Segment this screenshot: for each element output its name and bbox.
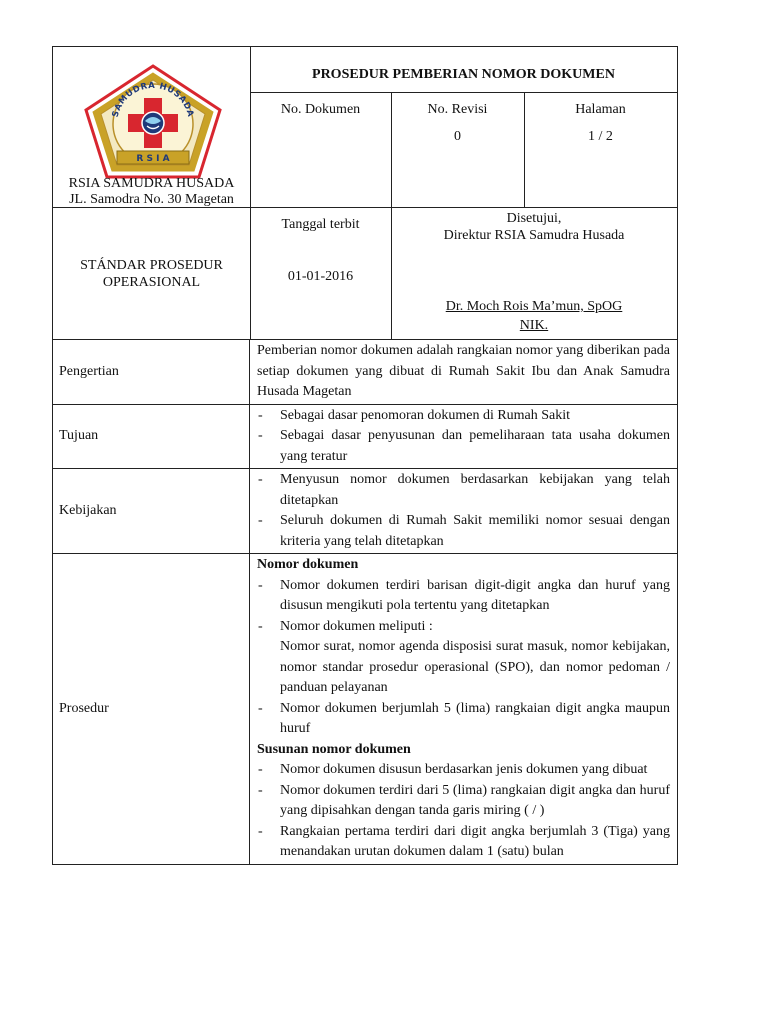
- tujuan-label: Tujuan: [53, 404, 250, 469]
- institution-address: JL. Samodra No. 30 Magetan: [69, 192, 234, 207]
- signer-nik: NIK.: [519, 318, 549, 333]
- document-title: PROSEDUR PEMBERIAN NOMOR DOKUMEN: [312, 67, 615, 82]
- halaman-value: 1 / 2: [588, 129, 613, 144]
- header-divider: [250, 47, 251, 339]
- prosedur-label: Prosedur: [53, 554, 250, 865]
- tanggal-terbit-label: Tanggal terbit: [281, 217, 360, 232]
- kebijakan-content: [250, 469, 678, 554]
- prosedur-heading: Susunan nomor dokumen: [257, 741, 411, 757]
- logo-arc-text: SAMUDRA HUSADA: [110, 80, 196, 119]
- spo-title-line1: STÁNDAR PROSEDUR: [80, 258, 223, 273]
- prosedur-item: - Nomor dokumen meliputi :: [257, 617, 670, 638]
- row-kebijakan: [53, 469, 678, 554]
- row-prosedur: [53, 554, 678, 865]
- tujuan-item: - Sebagai dasar penyusunan dan pemeliharaan tata usaha dokumen yang teratur: [257, 426, 670, 467]
- prosedur-item-detail: Nomor surat, nomor agenda disposisi surat masuk, nomor kebijakan, nomor standar prosedur operasional (SPO), dan nomor pedoman / panduan pelayanan: [280, 639, 670, 695]
- prosedur-item: - Rangkaian pertama terdiri dari digit angka berjumlah 3 (Tiga) yang menandakan urutan dokumen dalam 1 (satu) bulan: [257, 822, 670, 863]
- header-divider: [250, 92, 677, 93]
- signer-name: Dr. Moch Rois Ma’mun, SpOG: [445, 299, 623, 314]
- row-tujuan: [53, 404, 678, 469]
- disetujui-label: Disetujui,: [506, 211, 562, 226]
- kebijakan-label: Kebijakan: [53, 469, 250, 554]
- sop-document: [52, 46, 678, 865]
- halaman-label: Halaman: [575, 102, 626, 117]
- direktur-label: Direktur RSIA Samudra Husada: [443, 228, 625, 243]
- logo-banner-text: R S I A: [136, 154, 170, 164]
- pengertian-label: Pengertian: [53, 340, 250, 405]
- tujuan-item: - Sebagai dasar penomoran dokumen di Rumah Sakit: [257, 406, 670, 427]
- rsia-logo: [83, 64, 223, 180]
- kebijakan-item: - Seluruh dokumen di Rumah Sakit memiliki nomor sesuai dengan kriteria yang telah ditetapkan: [257, 511, 670, 552]
- tujuan-content: [250, 404, 678, 469]
- institution-name: RSIA SAMUDRA HUSADA: [68, 176, 235, 191]
- pengertian-text: Pemberian nomor dokumen adalah rangkaian nomor yang diberikan pada setiap dokumen yang dibuat di Rumah Sakit Ibu dan Anak Samudra Husada Magetan: [250, 340, 678, 405]
- prosedur-item: - Nomor dokumen terdiri dari 5 (lima) rangkaian digit angka dan huruf yang dipisahkan dengan tanda garis miring ( / ): [257, 781, 670, 822]
- tanggal-terbit-value: 01-01-2016: [287, 269, 354, 284]
- prosedur-item: - Nomor dokumen disusun berdasarkan jenis dokumen yang dibuat: [257, 760, 670, 781]
- prosedur-content: [250, 554, 678, 865]
- no-revisi-label: No. Revisi: [427, 102, 488, 117]
- document-header: [52, 46, 678, 340]
- row-pengertian: [53, 340, 678, 405]
- prosedur-item: - Nomor dokumen berjumlah 5 (lima) rangkaian digit angka maupun huruf: [257, 699, 670, 740]
- no-dokumen-label: No. Dokumen: [280, 102, 361, 117]
- prosedur-item: - Nomor dokumen terdiri barisan digit-digit angka dan huruf yang disusun mengikuti pola tertentu yang ditetapkan: [257, 576, 670, 617]
- no-revisi-value: 0: [454, 129, 461, 144]
- kebijakan-item: - Menyusun nomor dokumen berdasarkan kebijakan yang telah ditetapkan: [257, 470, 670, 511]
- sop-content-table: [52, 339, 678, 865]
- spo-title-line2: OPERASIONAL: [102, 275, 201, 290]
- prosedur-heading: Nomor dokumen: [257, 557, 359, 572]
